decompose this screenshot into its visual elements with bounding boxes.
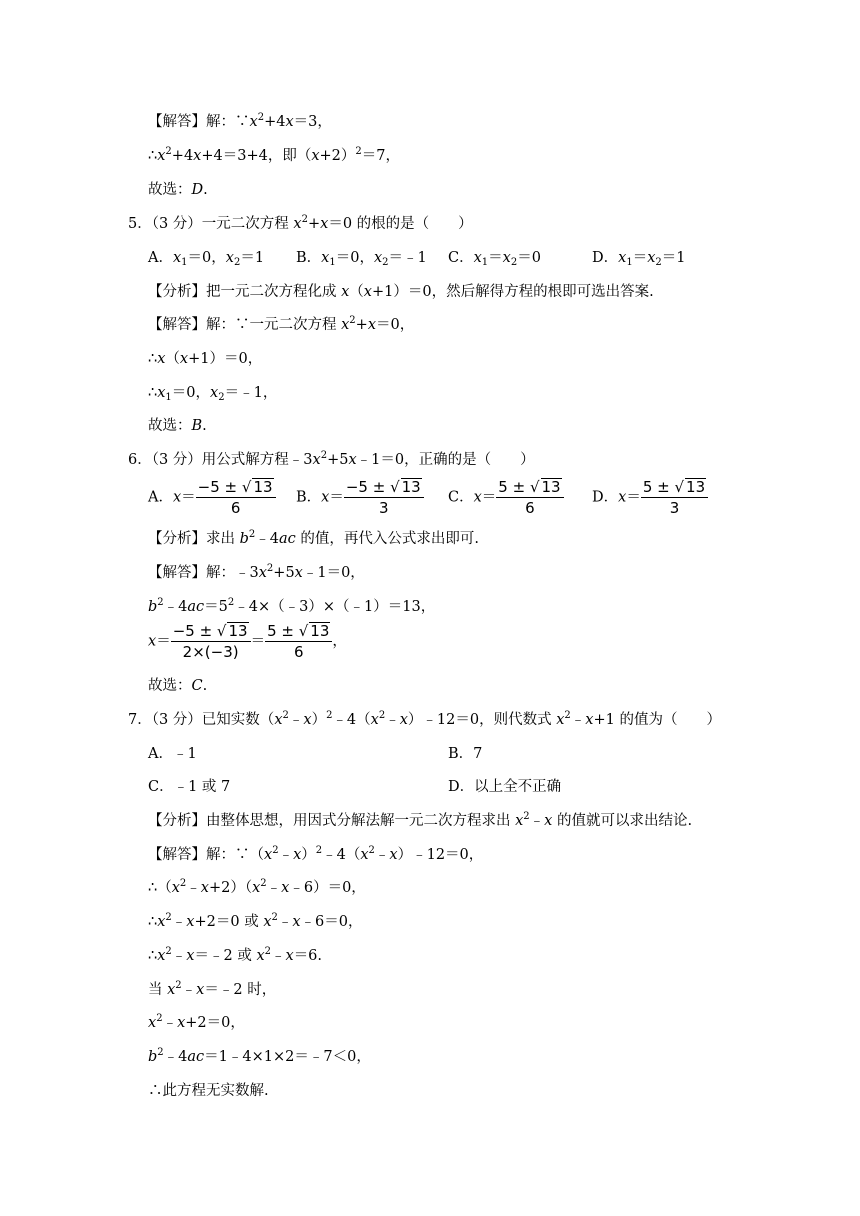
- q7-step: $x^2﹣x+2=0$，: [148, 1013, 245, 1031]
- q7-option-c: C．﹣1 或 7: [148, 779, 231, 795]
- q7-option-d: D．以上全不正确: [448, 779, 562, 795]
- fraction: $\frac{-5 \pm √ 13}{3}$: [344, 478, 424, 517]
- fraction: $\frac{5 \pm √ 13}{6}$: [496, 478, 563, 517]
- q5-option-c: C．$x_1=x_2=0$: [448, 250, 541, 268]
- q5-step: ∴x（x+1）＝0，: [148, 351, 263, 367]
- q7-step: $b^2﹣4ac=1﹣4\times 1\times 2=﹣7<0$，: [148, 1047, 371, 1065]
- q7-analysis: 【分析】由整体思想，用因式分解法解一元二次方程求出 $x^2﹣x$ 的值就可以求出结论.: [148, 811, 693, 829]
- fraction: $\frac{-5 \pm √ 13}{2\times(-3)}$: [171, 622, 251, 661]
- fraction: $\frac{-5 \pm √ 13}{6}$: [196, 478, 276, 517]
- q7-step: 当 $x^2﹣x=﹣2$ 时，: [148, 980, 277, 998]
- q5-option-d: D．$x_1=x_2=1$: [592, 250, 686, 268]
- q7-step: ∴此方程无实数解.: [148, 1083, 269, 1099]
- q7-option-a: A．﹣1: [148, 746, 197, 762]
- q5-option-b: B．$x_1=0$，$x_2=﹣1$: [296, 250, 427, 268]
- q7-step: $\therefore(x^2﹣x+2)(x^2﹣x﹣6)=0$，: [148, 878, 366, 896]
- q6-step: $b^2﹣4ac=5^2﹣4\times(﹣3)\times(﹣1)=13$，: [148, 597, 436, 615]
- q4-answer: 【解答】解：$\because x^2+4x=3$，: [148, 112, 332, 130]
- q5-choice: 故选：B.: [148, 418, 207, 434]
- q5-answer: 【解答】解：∵一元二次方程 $x^2+x=0$，: [148, 315, 415, 333]
- q5-analysis: 【分析】把一元二次方程化成 x（x+1）＝0，然后解得方程的根即可选出答案.: [148, 284, 654, 300]
- q5-step: $\therefore x_1=0$，$x_2=﹣1$，: [148, 385, 278, 403]
- q7-step: $\therefore x^2﹣x=﹣2$ 或 $x^2﹣x=6$.: [148, 946, 323, 964]
- q4-choice: 故选：D.: [148, 182, 208, 198]
- q6-answer: 【解答】解：$﹣3x^2+5x﹣1=0$，: [148, 563, 365, 581]
- fraction: $\frac{5 \pm √ 13}{3}$: [641, 478, 708, 517]
- q5-option-a: A．$x_1=0$，$x_2=1$: [148, 250, 265, 268]
- q6-option-c: C．x＝ $\frac{5 \pm √ 13}{6}$: [448, 478, 564, 517]
- q7-step: $\therefore x^2﹣x+2=0$ 或 $x^2﹣x﹣6=0$，: [148, 912, 363, 930]
- q7-stem: 7．（3 分）已知实数$(x^2﹣x)^2﹣4(x^2﹣x)﹣12=0$，则代数式 $x^2﹣x+1$ 的值为（ ）: [128, 710, 721, 728]
- fraction: $\frac{5 \pm √ 13}{6}$: [265, 622, 332, 661]
- q7-option-b: B．7: [448, 746, 483, 762]
- q6-analysis: 【分析】求出 $b^2﹣4ac$ 的值，再代入公式求出即可.: [148, 529, 479, 547]
- q6-option-b: B．x＝ $\frac{-5 \pm √ 13}{3}$: [296, 478, 424, 517]
- q6-choice: 故选：C.: [148, 678, 208, 694]
- q6-option-d: D．x＝ $\frac{5 \pm √ 13}{3}$: [592, 478, 708, 517]
- q7-answer: 【解答】解：$\because(x^2﹣x)^2﹣4(x^2﹣x)﹣12=0$，: [148, 845, 484, 863]
- q6-step-fraction: x＝ $\frac{-5 \pm √ 13}{2\times(-3)}$ ＝ $\frac{5 \pm √ 13}{6}$ ，: [148, 622, 347, 661]
- q6-option-a: A．x＝ $\frac{-5 \pm √ 13}{6}$: [148, 478, 276, 517]
- q6-stem: 6．（3 分）用公式解方程$﹣3x^2+5x﹣1=0$，正确的是（ ）: [128, 450, 535, 468]
- q4-step: $\therefore x^2+4x+4=3+4$，即$(x+2)^2=7$，: [148, 146, 401, 164]
- q5-stem: 5．（3 分）一元二次方程 $x^2+x=0$ 的根的是（ ）: [128, 214, 473, 232]
